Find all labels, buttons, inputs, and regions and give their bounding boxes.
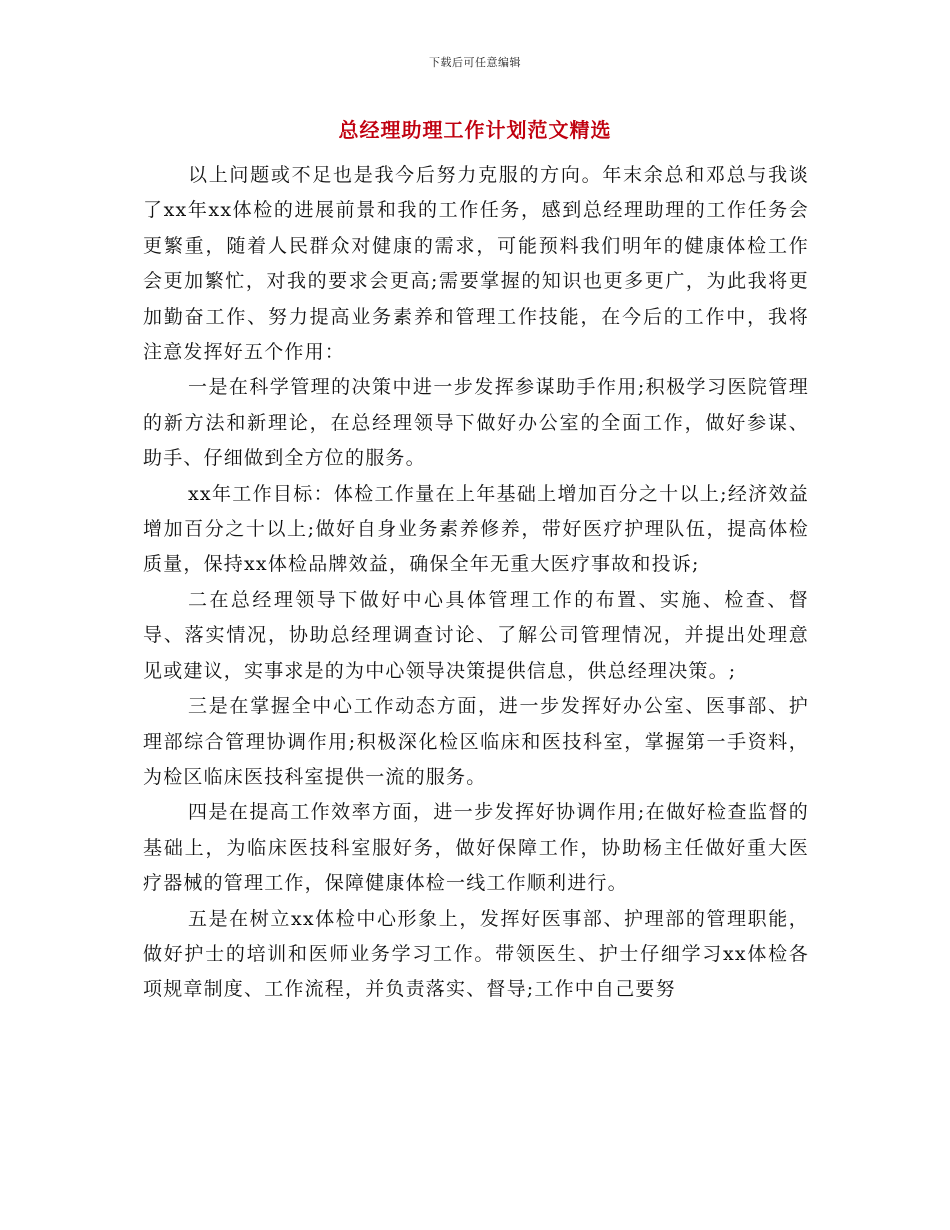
document-body [143, 158, 809, 1008]
header-note: 下载后可任意编辑 [429, 56, 521, 69]
paragraph: 五是在树立xx体检中心形象上，发挥好医事部、护理部的管理职能，做好护士的培训和医师业务学习工作。带领医生、护士仔细学习xx体检各项规章制度、工作流程，并负责落实、督导;工作中自己要努 [143, 907, 809, 1001]
paragraph: 三是在掌握全中心工作动态方面，进一步发挥好办公室、医事部、护理部综合管理协调作用;积极深化检区临床和医技科室，掌握第一手资料，为检区临床医技科室提供一流的服务。 [143, 695, 809, 788]
document-title: 总经理助理工作计划范文精选 [338, 118, 612, 142]
paragraph: 以上问题或不足也是我今后努力克服的方向。年末余总和邓总与我谈了xx年xx体检的进展前景和我的工作任务，感到总经理助理的工作任务会更繁重，随着人民群众对健康的需求，可能预料我们明年的健康体检工作会更加繁忙，对我的要求会更高;需要掌握的知识也更多更广，为此我将更加勤奋工作、努力提高业务素养和管理工作技能，在今后的工作中，我将注意发挥好五个作用： [143, 164, 809, 364]
paragraph: xx年工作目标：体检工作量在上年基础上增加百分之十以上;经济效益增加百分之十以上;做好自身业务素养修养，带好医疗护理队伍，提高体检质量，保持xx体检品牌效益，确保全年无重大医疗事故和投诉; [143, 482, 809, 576]
paragraph: 四是在提高工作效率方面，进一步发挥好协调作用;在做好检查监督的基础上，为临床医技科室服好务，做好保障工作，协助杨主任做好重大医疗器械的管理工作，保障健康体检一线工作顺利进行。 [143, 801, 809, 895]
paragraph: 一是在科学管理的决策中进一步发挥参谋助手作用;积极学习医院管理的新方法和新理论，在总经理领导下做好办公室的全面工作，做好参谋、助手、仔细做到全方位的服务。 [143, 376, 809, 470]
paragraph: 二在总经理领导下做好中心具体管理工作的布置、实施、检查、督导、落实情况，协助总经理调查讨论、了解公司管理情况，并提出处理意见或建议，实事求是的为中心领导决策提供信息，供总经理决策。; [143, 588, 809, 682]
